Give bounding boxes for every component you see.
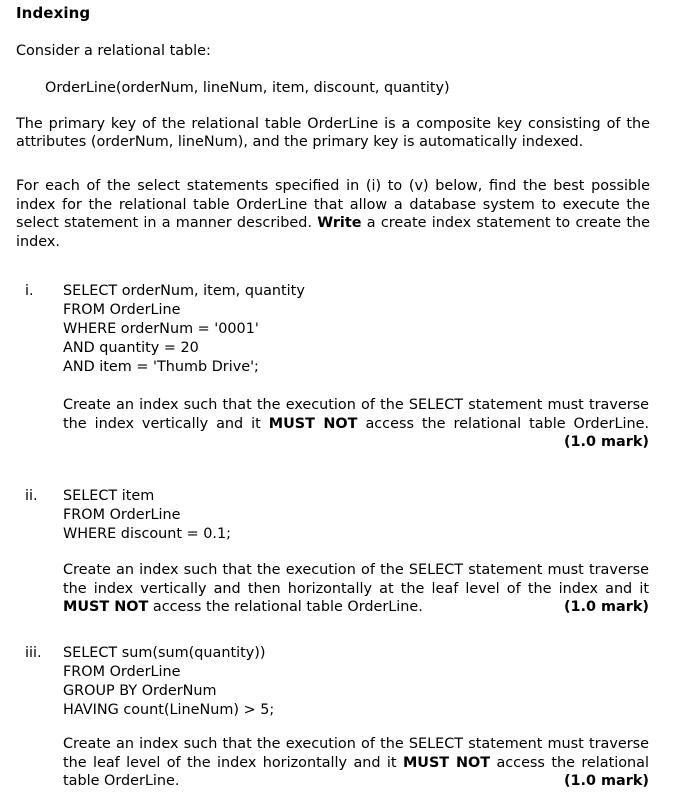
sql-line: FROM OrderLine <box>63 664 181 680</box>
sql-line: SELECT item <box>63 488 155 504</box>
question-number-ii: ii. <box>25 488 38 504</box>
task-line: the index vertically and it MUST NOT access the relational table OrderLine. <box>63 415 650 432</box>
task-line: the leaf level of the index horizontally and it MUST NOT access the relational <box>63 754 649 771</box>
task-line: Create an index such that the execution of the SELECT statement must traverse <box>63 736 649 752</box>
intro-text: Consider a relational table: <box>16 43 211 59</box>
sql-line: AND item = 'Thumb Drive'; <box>63 359 259 375</box>
sql-statement-ii <box>63 487 231 544</box>
sql-line: FROM OrderLine <box>63 302 181 318</box>
mark-label: (1.0 mark) <box>563 599 649 615</box>
question-number-iii: iii. <box>25 645 42 661</box>
sql-line: SELECT orderNum, item, quantity <box>63 283 305 299</box>
instructions-part2: a create index statement to create the index. <box>16 215 651 250</box>
sql-statement-iii <box>63 644 274 720</box>
section-heading: Indexing <box>16 4 91 22</box>
task-description-ii <box>63 561 649 617</box>
task-line: Create an index such that the execution of the SELECT statement must traverse <box>63 562 649 578</box>
task-line <box>63 433 649 452</box>
sql-line: FROM OrderLine <box>63 507 181 523</box>
sql-line: HAVING count(LineNum) > 5; <box>63 702 275 718</box>
instructions-part1: For each of the select statements specified in (i) to (v) below, find the best possible index for the relational table OrderLine that allow a database system to execute the select statement in a manner described. <box>16 178 650 231</box>
sql-line: GROUP BY OrderNum <box>63 683 217 699</box>
mark-label: (1.0 mark) <box>563 434 649 450</box>
task-line: the index vertically and then horizontally at the leaf level of the index and it <box>63 580 649 597</box>
task-description-i <box>63 396 649 452</box>
sql-line: AND quantity = 20 <box>63 340 199 356</box>
task-line: MUST NOT access the relational table OrderLine. (1.0 mark) <box>63 599 649 615</box>
table-definition: OrderLine(orderNum, lineNum, item, discount, quantity) <box>45 80 450 96</box>
sql-line: WHERE discount = 0.1; <box>63 526 231 542</box>
primary-key-paragraph: The primary key of the relational table OrderLine is a composite key consisting of the attributes (orderNum, lineNum), and the primary key is automatically indexed. <box>16 116 650 150</box>
task-line: Create an index such that the execution of the SELECT statement must traverse <box>63 397 649 413</box>
sql-statement-i <box>63 282 305 377</box>
mark-label: (1.0 mark) <box>563 773 649 789</box>
task-line: table OrderLine. (1.0 mark) <box>63 773 649 789</box>
sql-line: WHERE orderNum = '0001' <box>63 321 259 337</box>
instructions-paragraph <box>16 177 650 251</box>
instructions-emphasis: Write <box>317 215 362 231</box>
task-description-iii <box>63 735 649 791</box>
sql-line: SELECT sum(sum(quantity)) <box>63 645 266 661</box>
question-number-i: i. <box>25 283 34 299</box>
